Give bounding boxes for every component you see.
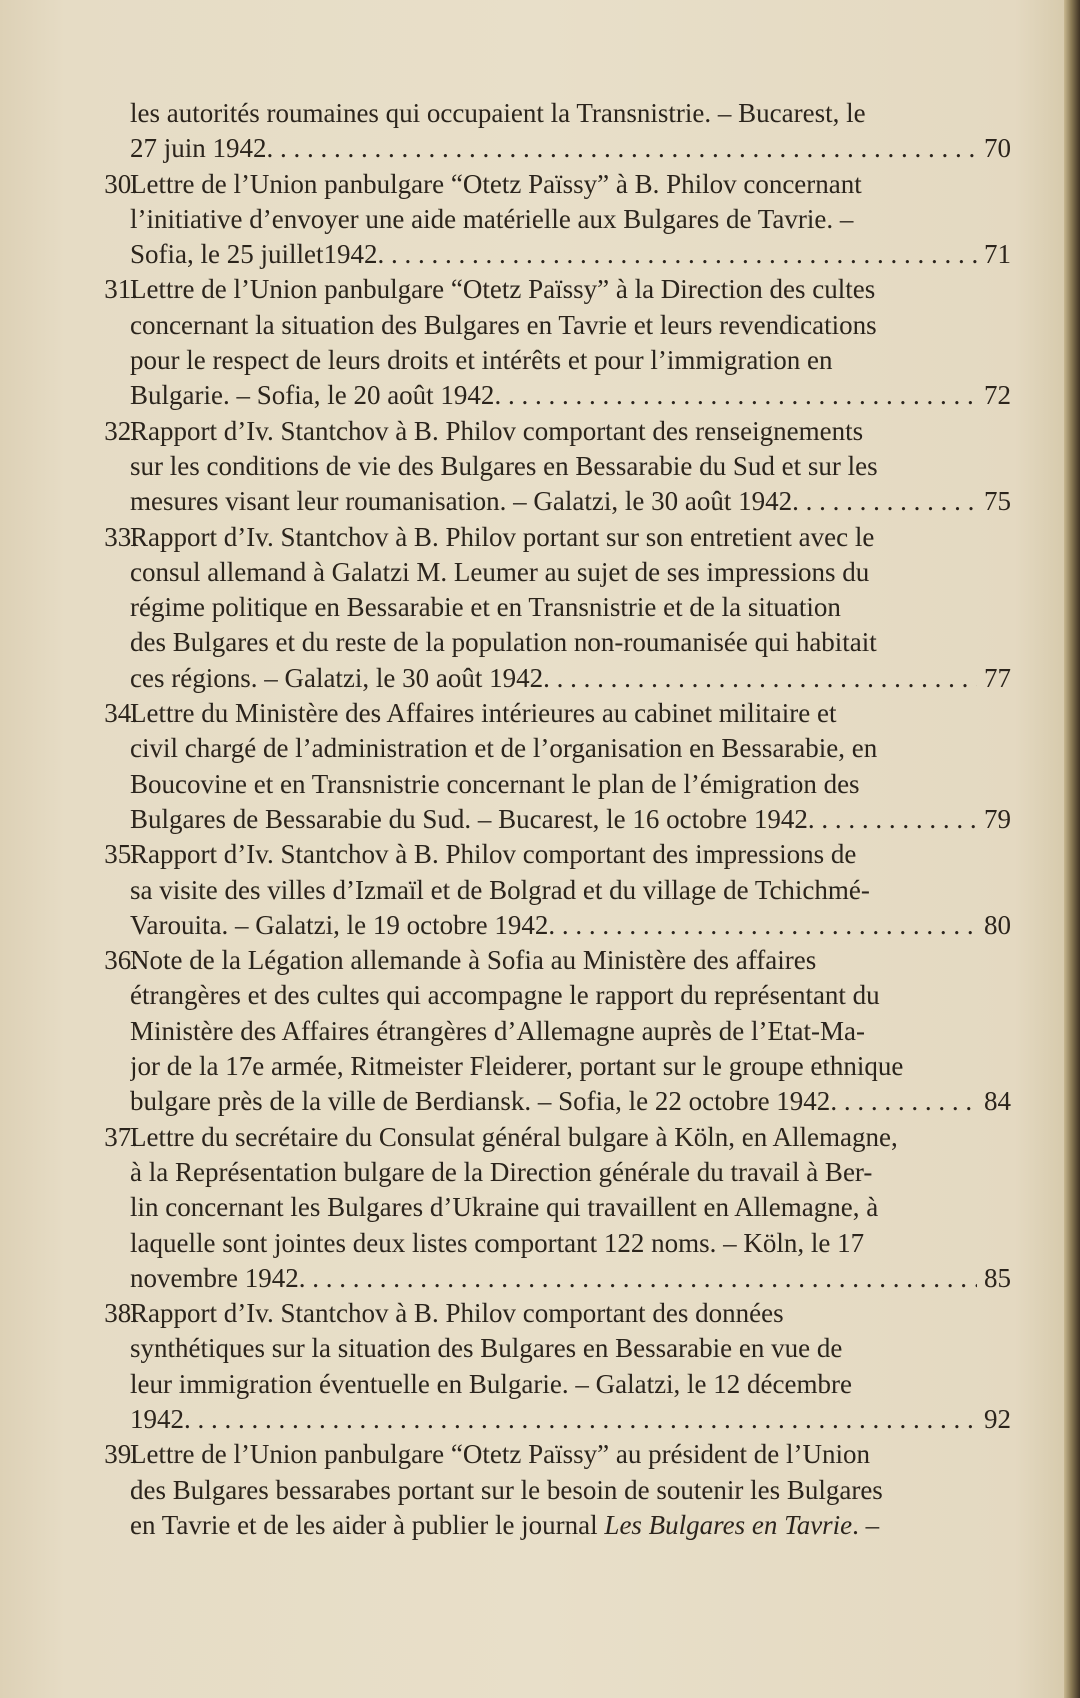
toc-entry-32 (98, 414, 1011, 520)
dot-leader (267, 131, 977, 166)
entry-line: jor de la 17e armée, Ritmeister Fleiderer, portant sur le groupe ethnique (130, 1051, 904, 1082)
entry-line: laquelle sont jointes deux listes comportant 122 noms. – Köln, le 17 (130, 1227, 865, 1258)
dot-leader (377, 237, 977, 272)
entry-last-text: Sofia, le 25 juillet1942 (130, 239, 378, 270)
entry-last-line (130, 378, 1011, 413)
toc-entry-39 (98, 1437, 1011, 1543)
entry-line: régime politique en Bessarabie et en Transnistrie et de la situation (130, 592, 841, 623)
entry-last-line (130, 661, 1011, 696)
entry-line: à la Représentation bulgare de la Direction générale du travail à Ber- (130, 1156, 873, 1187)
entry-line: concernant la situation des Bulgares en Tavrie et leurs revendications (130, 309, 877, 340)
toc-entry-continuation (98, 96, 1011, 167)
entry-last-line (130, 1402, 1011, 1437)
page-number: 84 (984, 1086, 1011, 1117)
dot-leader (792, 484, 977, 519)
toc-entry-38 (98, 1296, 1011, 1437)
dot-leader (548, 908, 977, 943)
entry-last-line (130, 908, 1011, 943)
entry-line: civil chargé de l’administration et de l’organisation en Bessarabie, en (130, 733, 878, 764)
entry-last-text: bulgare près de la ville de Berdiansk. – Sofia, le 22 octobre 1942 (130, 1086, 831, 1117)
book-spine-shadow (1064, 0, 1080, 1698)
page-number: 77 (984, 662, 1011, 693)
page-number: 79 (984, 803, 1011, 834)
toc-entry-37 (98, 1120, 1011, 1296)
entry-line: l’initiative d’envoyer une aide matérielle aux Bulgares de Tavrie. – (130, 203, 854, 234)
toc-entry-36 (98, 943, 1011, 1119)
page-number: 71 (984, 239, 1011, 270)
final-line-suffix: . – (852, 1509, 880, 1540)
dot-leader (494, 378, 977, 413)
entry-number: 32. (104, 415, 138, 446)
entry-line: Rapport d’Iv. Stantchov à B. Philov portant sur son entretient avec le (130, 521, 875, 552)
toc-entry-30 (98, 167, 1011, 273)
entry-line: Lettre du Ministère des Affaires intérieures au cabinet militaire et (130, 698, 837, 729)
entry-line: lin concernant les Bulgares d’Ukraine qui travaillent en Allemagne, à (130, 1192, 879, 1223)
entry-line: Rapport d’Iv. Stantchov à B. Philov comportant des renseignements (130, 415, 864, 446)
entry-number: 36. (104, 945, 138, 976)
page-number: 72 (984, 380, 1011, 411)
journal-title: Les Bulgares en Tavrie (604, 1509, 853, 1540)
entry-line: sur les conditions de vie des Bulgares en Bessarabie du Sud et sur les (130, 450, 878, 481)
entry-line: Lettre de l’Union panbulgare “Otetz Païssy” à B. Philov concernant (130, 168, 862, 199)
entry-line: sa visite des villes d’Izmaïl et de Bolgrad et du village de Tchichmé- (130, 874, 870, 905)
entry-line: Lettre de l’Union panbulgare “Otetz Païssy” au président de l’Union (130, 1439, 871, 1470)
entry-number: 39. (104, 1439, 138, 1470)
toc-entry-35 (98, 837, 1011, 943)
dot-leader (543, 661, 977, 696)
entry-line: des Bulgares et du reste de la population non-roumanisée qui habitait (130, 627, 877, 658)
entry-last-line (130, 1261, 1011, 1296)
entry-last-line (130, 1084, 1011, 1119)
page-number: 92 (984, 1403, 1011, 1434)
entry-last-text: ces régions. – Galatzi, le 30 août 1942 (130, 662, 544, 693)
entry-number: 38. (104, 1298, 138, 1329)
entry-line: synthétiques sur la situation des Bulgares en Bessarabie en vue de (130, 1333, 843, 1364)
toc-entry-33 (98, 520, 1011, 696)
entry-last-text: Varouita. – Galatzi, le 19 octobre 1942 (130, 909, 549, 940)
page-number: 70 (984, 133, 1011, 164)
entry-line: Ministère des Affaires étrangères d’Allemagne auprès de l’Etat-Ma- (130, 1015, 865, 1046)
entry-line: pour le respect de leurs droits et intérêts et pour l’immigration en (130, 345, 833, 376)
entry-last-text: mesures visant leur roumanisation. – Galatzi, le 30 août 1942 (130, 486, 793, 517)
page-number: 75 (984, 486, 1011, 517)
entry-number: 31. (104, 274, 138, 305)
entry-line: des Bulgares bessarabes portant sur le besoin de soutenir les Bulgares (130, 1474, 883, 1505)
dot-leader (299, 1261, 977, 1296)
page-number: 85 (984, 1262, 1011, 1293)
entry-line: étrangères et des cultes qui accompagne le rapport du représentant du (130, 980, 880, 1011)
entry-line: les autorités roumaines qui occupaient la Transnistrie. – Bucarest, le (130, 98, 866, 128)
entry-last-line (130, 237, 1011, 272)
entry-last-line (130, 802, 1011, 837)
page-number: 80 (984, 909, 1011, 940)
entry-last-text: Bulgares de Bessarabie du Sud. – Bucarest, le 16 octobre 1942 (130, 803, 808, 834)
entry-line: leur immigration éventuelle en Bulgarie. – Galatzi, le 12 décembre (130, 1368, 852, 1399)
toc-entry-31 (98, 272, 1011, 413)
entry-last-text: novembre 1942 (130, 1262, 299, 1293)
entry-line: Note de la Légation allemande à Sofia au Ministère des affaires (130, 945, 817, 976)
dot-leader (184, 1402, 977, 1437)
entry-last-text: 27 juin 1942 (130, 133, 267, 164)
dot-leader (808, 802, 977, 837)
toc-entry-34 (98, 696, 1011, 837)
entry-last-text: 1942 (130, 1403, 184, 1434)
entry-line: consul allemand à Galatzi M. Leumer au sujet de ses impressions du (130, 556, 870, 587)
entry-line: Lettre du secrétaire du Consulat général bulgare à Köln, en Allemagne, (130, 1121, 898, 1152)
entry-number: 33. (104, 521, 138, 552)
entry-number: 34. (104, 698, 138, 729)
entry-line: Boucovine et en Transnistrie concernant le plan de l’émigration des (130, 768, 860, 799)
entry-last-line (130, 484, 1011, 519)
table-of-contents (98, 96, 1011, 1543)
dot-leader (830, 1084, 977, 1119)
entry-last-line (130, 131, 1011, 166)
entry-number: 35. (104, 839, 138, 870)
entry-line: Lettre de l’Union panbulgare “Otetz Païssy” à la Direction des cultes (130, 274, 876, 305)
entry-last-text: Bulgarie. – Sofia, le 20 août 1942 (130, 380, 495, 411)
final-line-prefix: en Tavrie et de les aider à publier le journal (130, 1509, 605, 1540)
entry-line: Rapport d’Iv. Stantchov à B. Philov comportant des données (130, 1298, 784, 1329)
entry-number: 30. (104, 168, 138, 199)
entry-final-line (130, 1508, 1011, 1543)
entry-number: 37. (104, 1121, 138, 1152)
entry-line: Rapport d’Iv. Stantchov à B. Philov comportant des impressions de (130, 839, 857, 870)
